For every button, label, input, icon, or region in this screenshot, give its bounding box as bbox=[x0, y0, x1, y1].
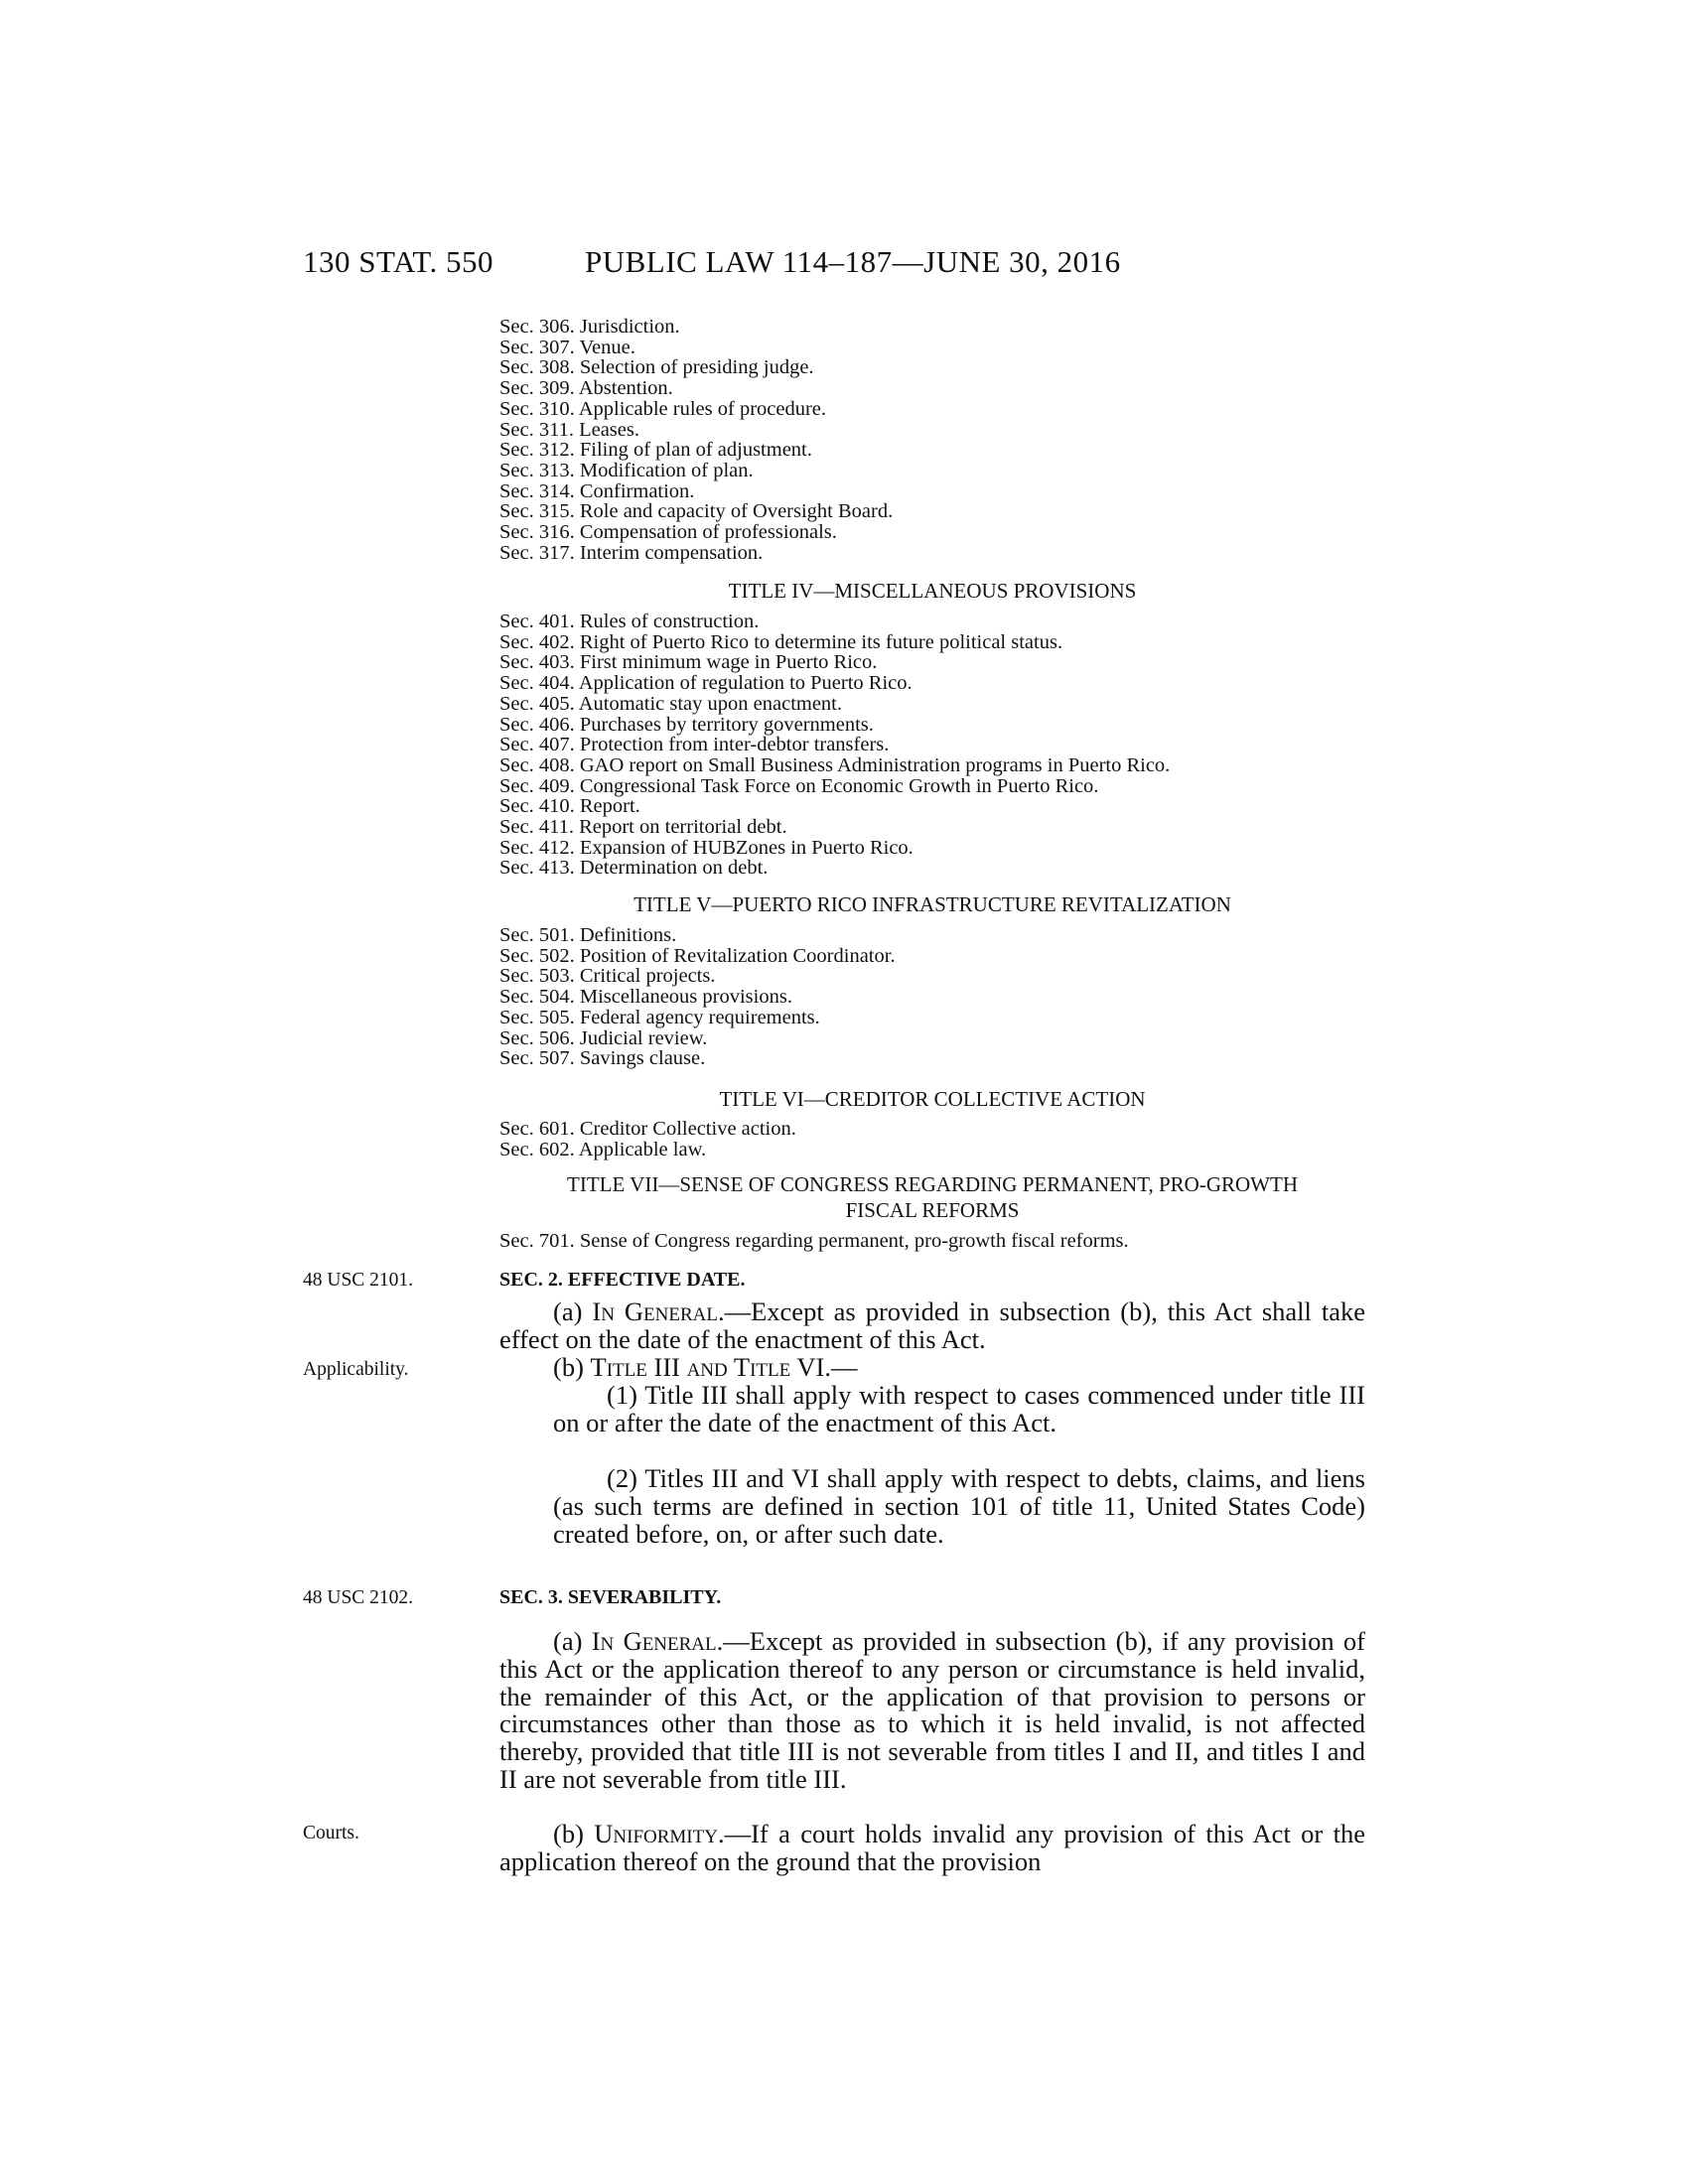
toc-title5-heading-wrap bbox=[499, 891, 1365, 917]
toc-item: Sec. 401. Rules of construction. bbox=[499, 611, 760, 632]
toc-item: Sec. 402. Right of Puerto Rico to determine its future political status. bbox=[499, 630, 1063, 653]
toc-item: Sec. 701. Sense of Congress regarding permanent, pro-growth fiscal reforms. bbox=[499, 1230, 1129, 1252]
toc-item: Sec. 315. Role and capacity of Oversight Board. bbox=[499, 500, 894, 523]
toc-item: Sec. 411. Report on territorial debt. bbox=[499, 816, 787, 839]
toc-title7-heading-line1: TITLE VII—SENSE OF CONGRESS REGARDING PERMANENT, PRO-GROWTH bbox=[567, 1172, 1298, 1196]
subsection-text: .— bbox=[824, 1352, 858, 1382]
toc-item: Sec. 404. Application of regulation to Puerto Rico. bbox=[499, 672, 913, 695]
toc-item: Sec. 407. Protection from inter-debtor transfers. bbox=[499, 734, 890, 756]
toc-title6-heading-wrap bbox=[499, 1086, 1365, 1112]
toc-item: Sec. 405. Automatic stay upon enactment. bbox=[499, 692, 843, 715]
toc-item: Sec. 306. Jurisdiction. bbox=[499, 316, 680, 338]
section-2-paragraph-1: (1) Title III shall apply with respect to cases commenced under title III on or after the date of the enactment of this Act. bbox=[553, 1380, 1365, 1437]
subsection-text: .—If a court holds invalid any provision of this Act or the application thereof on the ground that the provision bbox=[499, 1819, 1365, 1876]
toc-item: Sec. 310. Applicable rules of procedure. bbox=[499, 397, 827, 420]
toc-title7-list bbox=[499, 1231, 1129, 1252]
subsection-caption: In General bbox=[592, 1297, 718, 1326]
toc-title5-list bbox=[499, 925, 896, 1069]
toc-item: Sec. 317. Interim compensation. bbox=[499, 541, 764, 564]
margin-note-applicability: Applicability. bbox=[303, 1359, 409, 1380]
toc-item: Sec. 409. Congressional Task Force on Economic Growth in Puerto Rico. bbox=[499, 774, 1099, 797]
subsection-label: (a) bbox=[553, 1626, 592, 1656]
subsection-label: (b) bbox=[553, 1819, 595, 1848]
section-2-subsection-b bbox=[499, 1354, 1365, 1382]
subsection-text: .—Except as provided in subsection (b), this Act shall take effect on the date of the enactment of this Act. bbox=[499, 1297, 1365, 1354]
toc-title4-heading-wrap bbox=[499, 578, 1365, 604]
toc-title6-list bbox=[499, 1119, 796, 1160]
toc-item: Sec. 501. Definitions. bbox=[499, 924, 677, 946]
margin-note-usc-2102: 48 USC 2102. bbox=[303, 1587, 414, 1608]
toc-item: Sec. 506. Judicial review. bbox=[499, 1026, 708, 1049]
toc-item: Sec. 406. Purchases by territory governments. bbox=[499, 713, 874, 736]
toc-item: Sec. 601. Creditor Collective action. bbox=[499, 1118, 796, 1140]
toc-item: Sec. 410. Report. bbox=[499, 795, 640, 818]
subsection-caption: Title III and Title VI bbox=[590, 1352, 825, 1382]
toc-item: Sec. 309. Abstention. bbox=[499, 377, 673, 400]
toc-item: Sec. 307. Venue. bbox=[499, 336, 635, 358]
margin-note-usc-2101: 48 USC 2101. bbox=[303, 1270, 414, 1291]
toc-item: Sec. 314. Confirmation. bbox=[499, 479, 695, 502]
section-3-subsection-a bbox=[499, 1628, 1365, 1794]
toc-title7-heading-wrap bbox=[499, 1171, 1365, 1223]
toc-item: Sec. 403. First minimum wage in Puerto Rico. bbox=[499, 651, 878, 674]
statute-page-number: 130 STAT. 550 bbox=[303, 244, 494, 279]
toc-item: Sec. 408. GAO report on Small Business Administration programs in Puerto Rico. bbox=[499, 753, 1171, 776]
toc-title4-heading: TITLE IV—MISCELLANEOUS PROVISIONS bbox=[728, 579, 1137, 603]
margin-note-courts: Courts. bbox=[303, 1823, 359, 1843]
toc-item: Sec. 313. Modification of plan. bbox=[499, 459, 754, 481]
toc-item: Sec. 308. Selection of presiding judge. bbox=[499, 356, 814, 379]
toc-item: Sec. 504. Miscellaneous provisions. bbox=[499, 986, 792, 1009]
toc-item: Sec. 311. Leases. bbox=[499, 418, 639, 441]
section-2-subsection-a bbox=[499, 1298, 1365, 1354]
toc-item: Sec. 316. Compensation of professionals. bbox=[499, 521, 837, 544]
toc-title5-heading: TITLE V—PUERTO RICO INFRASTRUCTURE REVITALIZATION bbox=[633, 892, 1231, 916]
toc-item: Sec. 507. Savings clause. bbox=[499, 1047, 706, 1070]
toc-title4-list bbox=[499, 612, 1170, 879]
toc-item: Sec. 602. Applicable law. bbox=[499, 1138, 707, 1160]
page-header bbox=[0, 244, 1688, 294]
subsection-label: (b) bbox=[553, 1352, 591, 1382]
subsection-caption: In General bbox=[591, 1626, 717, 1656]
public-law-title: PUBLIC LAW 114–187—JUNE 30, 2016 bbox=[585, 244, 1121, 279]
toc-item: Sec. 503. Critical projects. bbox=[499, 965, 716, 988]
section-2-heading: SEC. 2. EFFECTIVE DATE. bbox=[499, 1269, 746, 1291]
toc-title7-heading-line2: FISCAL REFORMS bbox=[845, 1198, 1020, 1222]
toc-item: Sec. 412. Expansion of HUBZones in Puerto Rico. bbox=[499, 836, 914, 859]
toc-item: Sec. 505. Federal agency requirements. bbox=[499, 1006, 820, 1028]
toc-item: Sec. 312. Filing of plan of adjustment. bbox=[499, 439, 812, 462]
toc-title6-heading: TITLE VI—CREDITOR COLLECTIVE ACTION bbox=[719, 1087, 1146, 1111]
section-2-paragraph-2: (2) Titles III and VI shall apply with respect to debts, claims, and liens (as such terms are defined in section 101 of title 11, United States Code) created before, on, or after such date. bbox=[553, 1463, 1365, 1549]
toc-item: Sec. 413. Determination on debt. bbox=[499, 857, 769, 880]
subsection-caption: Uniformity bbox=[594, 1819, 718, 1848]
section-3-heading: SEC. 3. SEVERABILITY. bbox=[499, 1586, 722, 1608]
toc-title3-list bbox=[499, 317, 893, 563]
section-3-subsection-b bbox=[499, 1821, 1365, 1876]
subsection-text: .—Except as provided in subsection (b), if any provision of this Act or the application thereof to any person or circumstance is held invalid, the remainder of this Act, or the application of that provision to persons or circumstances other than those as to which it is held invalid, is not affected thereby, provided that title III is not severable from titles I and II, and titles I and II are not severable from title III. bbox=[499, 1626, 1365, 1794]
toc-item: Sec. 502. Position of Revitalization Coordinator. bbox=[499, 944, 896, 967]
subsection-label: (a) bbox=[553, 1297, 593, 1326]
